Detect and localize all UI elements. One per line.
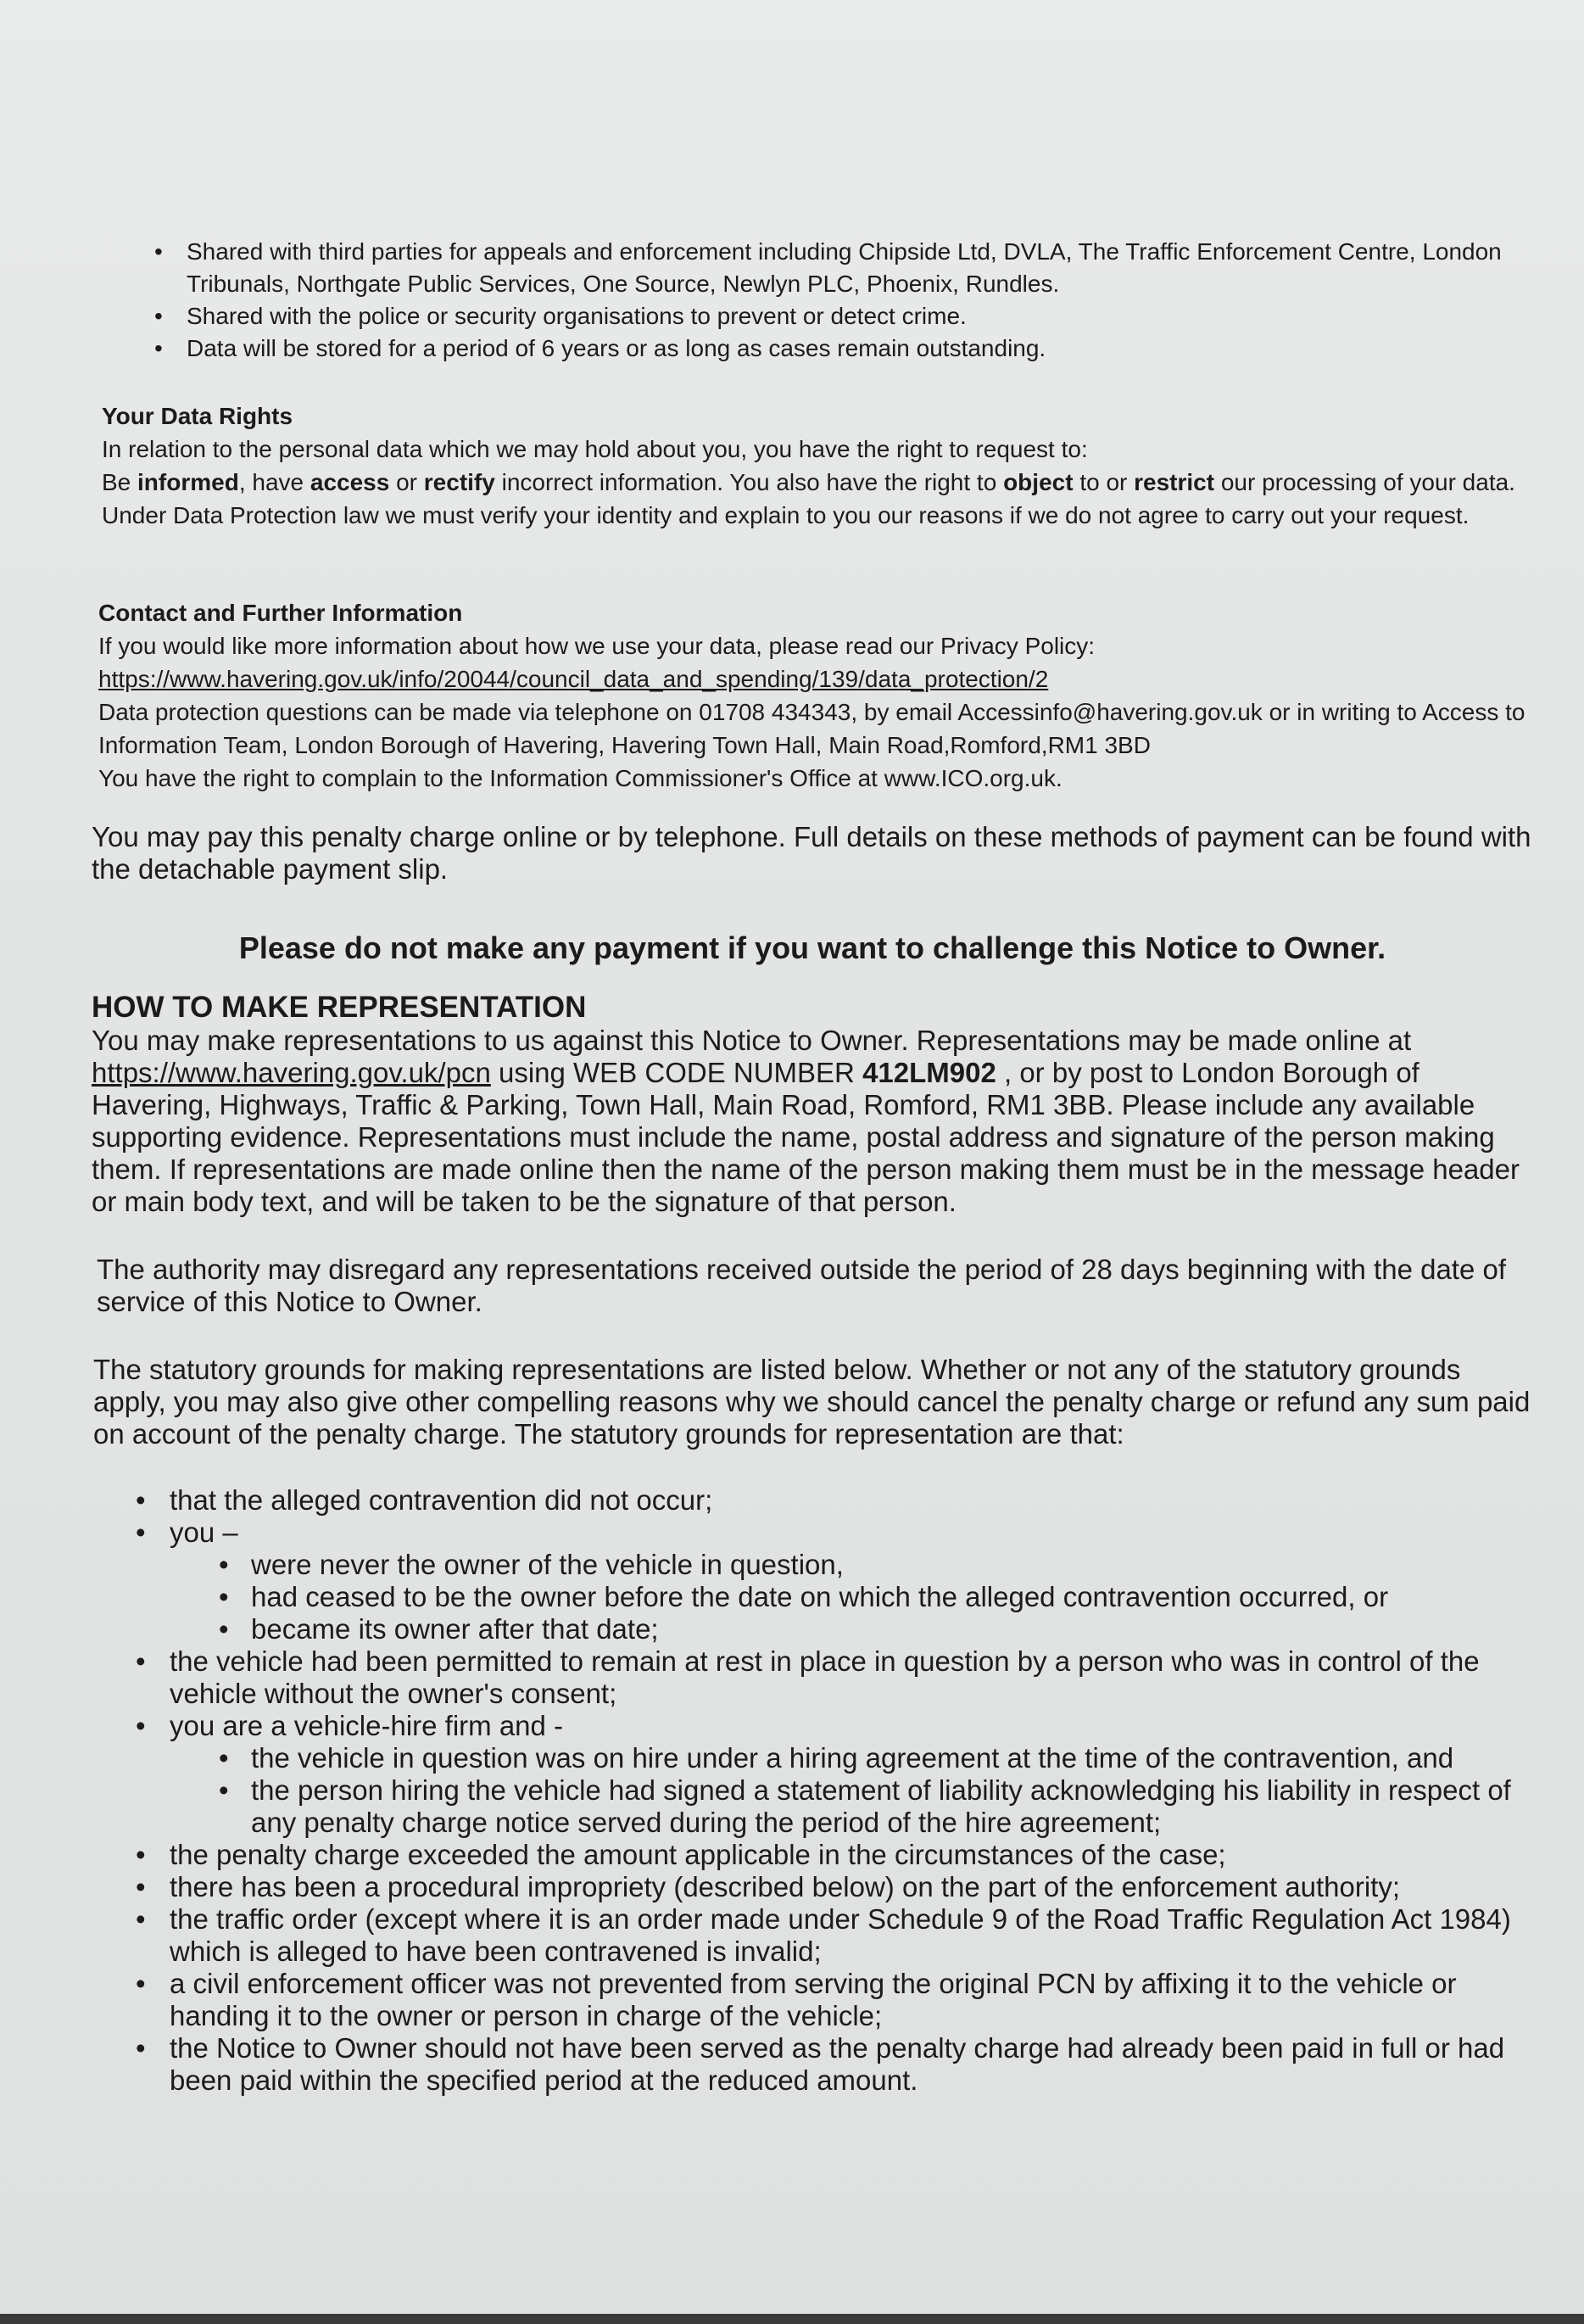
list-item: • were never the owner of the vehicle in question,: [170, 1549, 1533, 1581]
list-item: • the penalty charge exceeded the amount applicable in the circumstances of the case;: [92, 1839, 1533, 1871]
list-item: • the traffic order (except where it is an order made under Schedule 9 of the Road Traffic Regulation Act 1984) which is alleged to have been contravened is invalid;: [92, 1903, 1533, 1968]
list-item: • there has been a procedural impropriety (described below) on the part of the enforcement authority;: [92, 1871, 1533, 1903]
payment-text: You may pay this penalty charge online or by telephone. Full details on these methods of payment can be found with the detachable payment slip.: [92, 821, 1531, 885]
grounds-list: [92, 1484, 1533, 2097]
representation-section: [92, 991, 1533, 1218]
list-item: • Shared with third parties for appeals and enforcement including Chipside Ltd, DVLA, The Traffic Enforcement Centre, London Tribunals, Northgate Public Services, One Source, Newlyn PLC, Phoenix, Rundles.: [92, 236, 1533, 300]
disregard-section: [97, 1254, 1538, 1318]
web-code: 412LM902: [862, 1057, 996, 1088]
contact-section: [98, 597, 1531, 795]
data-rights-verify: Under Data Protection law we must verify your identity and explain to you our reasons if we do not agree to carry out your request.: [102, 502, 1470, 528]
representation-heading: HOW TO MAKE REPRESENTATION: [92, 991, 587, 1024]
ico-complaint: You have the right to complain to the Information Commissioner's Office at www.ICO.org.uk.: [98, 765, 1063, 791]
list-item: • the person hiring the vehicle had signed a statement of liability acknowledging his liability in respect of any penalty charge notice served during the period of the hire agreement;: [170, 1774, 1533, 1839]
contact-heading: Contact and Further Information: [98, 600, 463, 626]
payment-warning: Please do not make any payment if you want to challenge this Notice to Owner.: [238, 930, 1386, 965]
warning-banner: [92, 930, 1533, 967]
contact-intro: If you would like more information about how we use your data, please read our Privacy Policy:: [98, 633, 1096, 659]
list-item: • a civil enforcement officer was not prevented from serving the original PCN by affixing it to the vehicle or handing it to the owner or person in charge of the vehicle;: [92, 1968, 1533, 2032]
list-item: • Shared with the police or security organisations to prevent or detect crime.: [92, 300, 1533, 332]
list-item: • the vehicle in question was on hire under a hiring agreement at the time of the contravention, and: [170, 1742, 1533, 1774]
payment-info: [92, 821, 1533, 885]
list-item: • had ceased to be the owner before the date on which the alleged contravention occurred, or: [170, 1581, 1533, 1613]
contact-details: Data protection questions can be made via telephone on 01708 434343, by email Accessinfo@havering.gov.uk or in writing to Access to Information Team, London Borough of Havering, Havering Town Hall, Main Road,Romford,RM1 3BD: [98, 699, 1525, 758]
grounds-intro-section: [93, 1354, 1535, 1450]
list-item: • became its owner after that date;: [170, 1613, 1533, 1645]
data-rights-list: Be informed, have access or rectify incorrect information. You also have the right to object to or restrict our processing of your data.: [102, 469, 1515, 495]
data-rights-section: [102, 400, 1535, 532]
list-item: • you – • were never the owner of the vehicle in question, • had ceased to be the owner before the date on which the alleged contravention occurred, or • became its owner after that date;: [92, 1517, 1533, 1645]
privacy-policy-link[interactable]: https://www.havering.gov.uk/info/20044/council_data_and_spending/139/data_protection/2: [98, 666, 1049, 692]
pcn-link[interactable]: https://www.havering.gov.uk/pcn: [92, 1057, 491, 1088]
list-item: • the Notice to Owner should not have been served as the penalty charge had already been paid in full or had been paid within the specified period at the reduced amount.: [92, 2032, 1533, 2097]
page-bottom-edge: [0, 2314, 1584, 2324]
data-sharing-list: [92, 236, 1533, 365]
grounds-intro: The statutory grounds for making representations are listed below. Whether or not any of the statutory grounds apply, you may also give other compelling reasons why we should cancel the penalty charge or refund any sum paid on account of the penalty charge. The statutory grounds for representation are that:: [93, 1354, 1531, 1450]
representation-paragraph: You may make representations to us against this Notice to Owner. Representations may be made online at https://www.havering.gov.uk/pcn using WEB CODE NUMBER 412LM902 , or by post to London Borough of Havering, Highways, Traffic & Parking, Town Hall, Main Road, Romford, RM1 3BB. Please include any available supporting evidence. Representations must include the name, postal address and signature of the person making them. If representations are made online then the name of the person making them must be in the message header or main body text, and will be taken to be the signature of that person.: [92, 1025, 1520, 1217]
disregard-paragraph: The authority may disregard any representations received outside the period of 28 days beginning with the date of service of this Notice to Owner.: [97, 1254, 1507, 1317]
data-rights-heading: Your Data Rights: [102, 403, 293, 429]
data-rights-intro: In relation to the personal data which we may hold about you, you have the right to request to:: [102, 436, 1088, 462]
list-item: • you are a vehicle-hire firm and - • the vehicle in question was on hire under a hiring agreement at the time of the contravention, and • the person hiring the vehicle had signed a statement of liability acknowledging his liability in respect of any penalty charge notice served during the period of the hire agreement;: [92, 1710, 1533, 1839]
list-item: • that the alleged contravention did not occur;: [92, 1484, 1533, 1517]
list-item: • Data will be stored for a period of 6 years or as long as cases remain outstanding.: [92, 332, 1533, 365]
list-item: • the vehicle had been permitted to remain at rest in place in question by a person who was in control of the vehicle without the owner's consent;: [92, 1645, 1533, 1710]
